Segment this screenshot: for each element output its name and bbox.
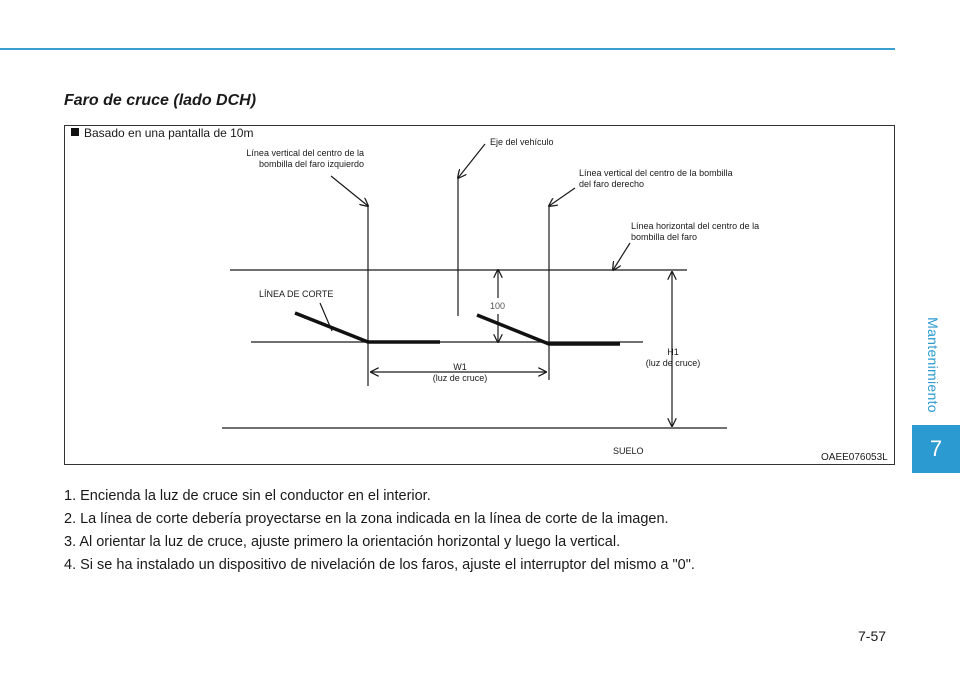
instruction-steps (64, 485, 695, 577)
label-ground: SUELO (613, 446, 644, 456)
step-item: 4. Si se ha instalado un dispositivo de nivelación de los faros, ajuste el interruptor del mismo a "0". (64, 557, 695, 573)
legend-square-icon (71, 128, 79, 136)
label-vehicle-axis: Eje del vehículo (490, 137, 554, 147)
label-dimension-100: 100 (490, 301, 506, 311)
step-item: 3. Al orientar la luz de cruce, ajuste primero la orientación horizontal y luego la vertical. (64, 534, 621, 550)
step-item: 1. Encienda la luz de cruce sin el conductor en el interior. (64, 488, 431, 504)
label-cutoff-line: LÍNEA DE CORTE (259, 289, 334, 299)
step-item: 2. La línea de corte debería proyectarse en la zona indicada en la línea de corte de la imagen. (64, 511, 669, 527)
section-heading: Faro de cruce (lado DCH) (64, 92, 257, 109)
right-vertical-leader (549, 188, 575, 206)
page-number: 7-57 (858, 628, 887, 644)
headlight-aim-diagram (64, 125, 895, 465)
label-left-vertical: Línea vertical del centro de la bombilla del faro izquierdo (246, 148, 364, 169)
vehicle-axis-leader (458, 144, 485, 178)
label-w1: W1 (luz de cruce) (432, 362, 488, 383)
chapter-title-vertical (920, 300, 946, 430)
chapter-title: Mantenimiento (925, 317, 942, 413)
diagram-lines (65, 126, 896, 466)
label-right-vertical: Línea vertical del centro de la bombilla del faro derecho (579, 168, 733, 189)
label-h1: H1 (luz de cruce) (645, 347, 701, 368)
top-rule (0, 48, 895, 50)
label-horizontal: Línea horizontal del centro de la bombilla del faro (631, 221, 760, 242)
figure-legend: Basado en una pantalla de 10m (71, 126, 253, 140)
horizontal-leader (613, 243, 630, 270)
figure-code: OAEE076053L (821, 452, 888, 463)
chapter-number-tab: 7 (912, 425, 960, 473)
left-vertical-leader (331, 176, 368, 206)
